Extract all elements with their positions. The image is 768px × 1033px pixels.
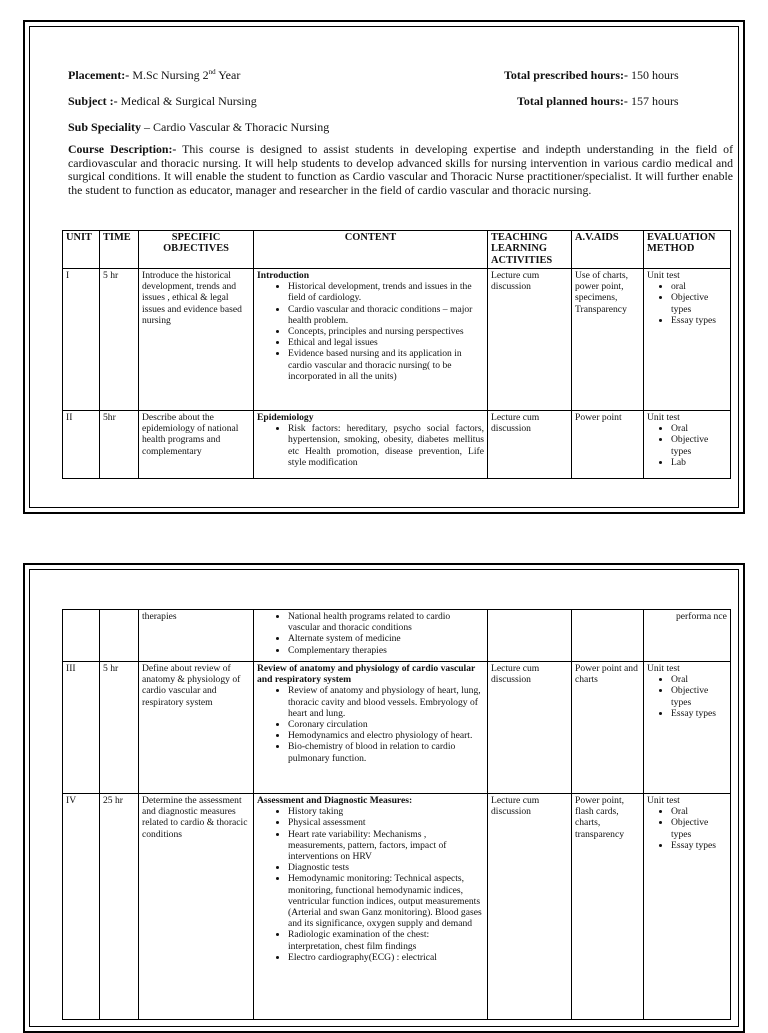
evaluation-cell <box>644 269 731 411</box>
placement-tail: Year <box>215 68 241 82</box>
header-avaids: A.V.AIDS <box>572 231 644 269</box>
unit-cell: III <box>63 662 100 794</box>
content-cell <box>254 610 488 662</box>
list-item: • Historical development, trends and issues in the field of cardiology. <box>288 281 484 303</box>
list-item: • Cardio vascular and thoracic conditions – major health problem. <box>288 304 484 326</box>
list-item: • Bio-chemistry of blood in relation to cardio pulmonary function. <box>288 741 484 763</box>
objectives-cell: therapies <box>139 610 254 662</box>
list-item: • Essay types <box>671 840 727 851</box>
course-description-text: This course is designed to assist students in developing expertise and indepth understanding in the field of cardiovascular and thoracic nursing. It will help students to develop advanced skills for nursing intervention in various cardio medical and surgical conditions. It will enable the student to function as Cardio vascular and Thoracic Nurse practitioner/specialist. It will further enable the student to function as educator, manager and researcher in the field of cardio vascular and thoracic nursing. <box>68 142 733 197</box>
syllabus-table <box>62 230 731 479</box>
prescribed-value: 150 hours <box>628 68 679 82</box>
syllabus-table-continued <box>62 609 731 1020</box>
content-clip <box>257 795 484 1017</box>
evaluation-cell <box>644 794 731 1020</box>
list-item: • Objective types <box>671 685 727 707</box>
time-cell: 5hr <box>100 411 139 479</box>
list-item: • Objective types <box>671 292 727 314</box>
list-item: • Alternate system of medicine <box>288 633 484 644</box>
list-item: • Hemodynamics and electro physiology of heart. <box>288 730 484 741</box>
list-item: • National health programs related to cardio vascular and thoracic conditions <box>288 611 484 633</box>
content-title: Review of anatomy and physiology of cardio vascular and respiratory system <box>257 663 476 686</box>
teaching-cell: Lecture cum discussion <box>488 662 572 794</box>
content-list <box>257 611 484 656</box>
document-page-2 <box>23 563 745 1033</box>
document-page-1 <box>23 20 745 514</box>
content-list <box>257 423 484 468</box>
avaids-cell: Power point and charts <box>572 662 644 794</box>
unit-cell: II <box>63 411 100 479</box>
table-row <box>63 610 731 662</box>
evaluation-cell: performa nce <box>644 610 731 662</box>
subject-value: Medical & Surgical Nursing <box>117 94 257 108</box>
eval-title: Unit test <box>647 663 680 674</box>
list-item: • Evidence based nursing and its application in cardio vascular and thoracic nursing( to be incorporated in all the units) <box>288 348 484 382</box>
header-unit: UNIT <box>63 231 100 269</box>
list-item: • Physical assessment <box>288 817 484 828</box>
list-item: • oral <box>671 281 727 292</box>
content-list <box>257 685 484 763</box>
teaching-cell: Lecture cum discussion <box>488 794 572 1020</box>
content-cell <box>254 662 488 794</box>
time-cell: 5 hr <box>100 269 139 411</box>
table-row <box>63 411 731 479</box>
eval-list <box>647 423 727 468</box>
course-description <box>68 143 733 197</box>
list-item: • Concepts, principles and nursing perspectives <box>288 326 484 337</box>
table-row <box>63 269 731 411</box>
eval-title: Unit test <box>647 270 680 281</box>
objectives-cell: Determine the assessment and diagnostic measures related to cardio & thoracic conditions <box>139 794 254 1020</box>
teaching-cell: Lecture cum discussion <box>488 411 572 479</box>
avaids-cell: Use of charts, power point, specimens, Transparency <box>572 269 644 411</box>
list-item: • Complementary therapies <box>288 645 484 656</box>
planned-value: 157 hours <box>627 94 679 108</box>
list-item: • Hemodynamic monitoring: Technical aspects, monitoring, functional hemodynamic indices, ventricular function indices, output measurements (Arterial and swan Ganz monitoring). Blood gases and its significance, oxygen supply and demand <box>288 873 484 929</box>
table-row <box>63 794 731 1020</box>
time-cell <box>100 610 139 662</box>
eval-title: Unit test <box>647 412 680 423</box>
evaluation-cell <box>644 411 731 479</box>
avaids-cell: Power point, flash cards, charts, transparency <box>572 794 644 1020</box>
unit-cell: IV <box>63 794 100 1020</box>
list-item: • Diagnostic tests <box>288 862 484 873</box>
header-content: CONTENT <box>254 231 488 269</box>
unit-cell: I <box>63 269 100 411</box>
time-cell: 25 hr <box>100 794 139 1020</box>
placement-label: Placement:- <box>68 68 130 82</box>
subspeciality-label: Sub Speciality <box>68 120 142 134</box>
time-cell: 5 hr <box>100 662 139 794</box>
content-title: Introduction <box>257 270 310 281</box>
content-list <box>257 281 484 382</box>
prescribed-hours <box>504 68 679 83</box>
content-title: Epidemiology <box>257 412 314 423</box>
planned-label: Total planned hours:- <box>517 94 628 108</box>
table-row <box>63 662 731 794</box>
placement-line <box>68 68 240 83</box>
list-item: • Risk factors: hereditary, psycho social factors, hypertension, smoking, obesity, diabetes mellitus etc Health promotion, disease prevention, Life style modification <box>288 423 484 468</box>
prescribed-label: Total prescribed hours:- <box>504 68 629 82</box>
list-item: • Objective types <box>671 817 727 839</box>
subject-line <box>68 94 257 109</box>
placement-value: M.Sc Nursing 2 <box>129 68 209 82</box>
list-item: • Coronary circulation <box>288 719 484 730</box>
content-list <box>257 806 484 963</box>
objectives-cell: Describe about the epidemiology of national health programs and complementary <box>139 411 254 479</box>
planned-hours <box>517 94 679 109</box>
list-item: • Review of anatomy and physiology of heart, lung, thoracic cavity and blood vessels. Embryology of heart and lung. <box>288 685 484 719</box>
objectives-cell: Define about review of anatomy & physiology of cardio vascular and respiratory system <box>139 662 254 794</box>
header-time: TIME <box>100 231 139 269</box>
header-evaluation: EVALUATION METHOD <box>644 231 731 269</box>
list-item: • Objective types <box>671 434 727 456</box>
subspeciality-line <box>68 120 329 135</box>
list-item: • Essay types <box>671 315 727 326</box>
list-item: • Oral <box>671 674 727 685</box>
teaching-cell: Lecture cum discussion <box>488 269 572 411</box>
avaids-cell <box>572 610 644 662</box>
list-item: • Heart rate variability: Mechanisms , measurements, pattern, factors, impact of interventions on HRV <box>288 829 484 863</box>
teaching-cell <box>488 610 572 662</box>
list-item: • Ethical and legal issues <box>288 337 484 348</box>
content-cell <box>254 794 488 1020</box>
content-title: Assessment and Diagnostic Measures: <box>257 795 413 806</box>
list-item: • Oral <box>671 806 727 817</box>
eval-list <box>647 281 727 326</box>
avaids-cell: Power point <box>572 411 644 479</box>
eval-list <box>647 674 727 719</box>
list-item: • History taking <box>288 806 484 817</box>
objectives-cell: Introduce the historical development, trends and issues , ethical & legal issues and evidence based nursing <box>139 269 254 411</box>
content-cell <box>254 411 488 479</box>
eval-list <box>647 806 727 851</box>
placement-sup: nd <box>208 68 216 76</box>
list-item: • Radiologic examination of the chest: interpretation, chest film findings <box>288 929 484 951</box>
subject-label: Subject :- <box>68 94 118 108</box>
header-objectives: SPECIFIC OBJECTIVES <box>139 231 254 269</box>
list-item: • Electro cardiography(ECG) : electrical <box>288 952 484 963</box>
evaluation-cell <box>644 662 731 794</box>
subspeciality-value: – Cardio Vascular & Thoracic Nursing <box>141 120 330 134</box>
course-description-label: Course Description:- <box>68 142 177 156</box>
eval-title: Unit test <box>647 795 680 806</box>
header-teaching: TEACHING LEARNING ACTIVITIES <box>488 231 572 269</box>
table-header-row <box>63 231 731 269</box>
content-cell <box>254 269 488 411</box>
list-item: • Oral <box>671 423 727 434</box>
list-item: • Essay types <box>671 708 727 719</box>
list-item: • Lab <box>671 457 727 468</box>
unit-cell <box>63 610 100 662</box>
